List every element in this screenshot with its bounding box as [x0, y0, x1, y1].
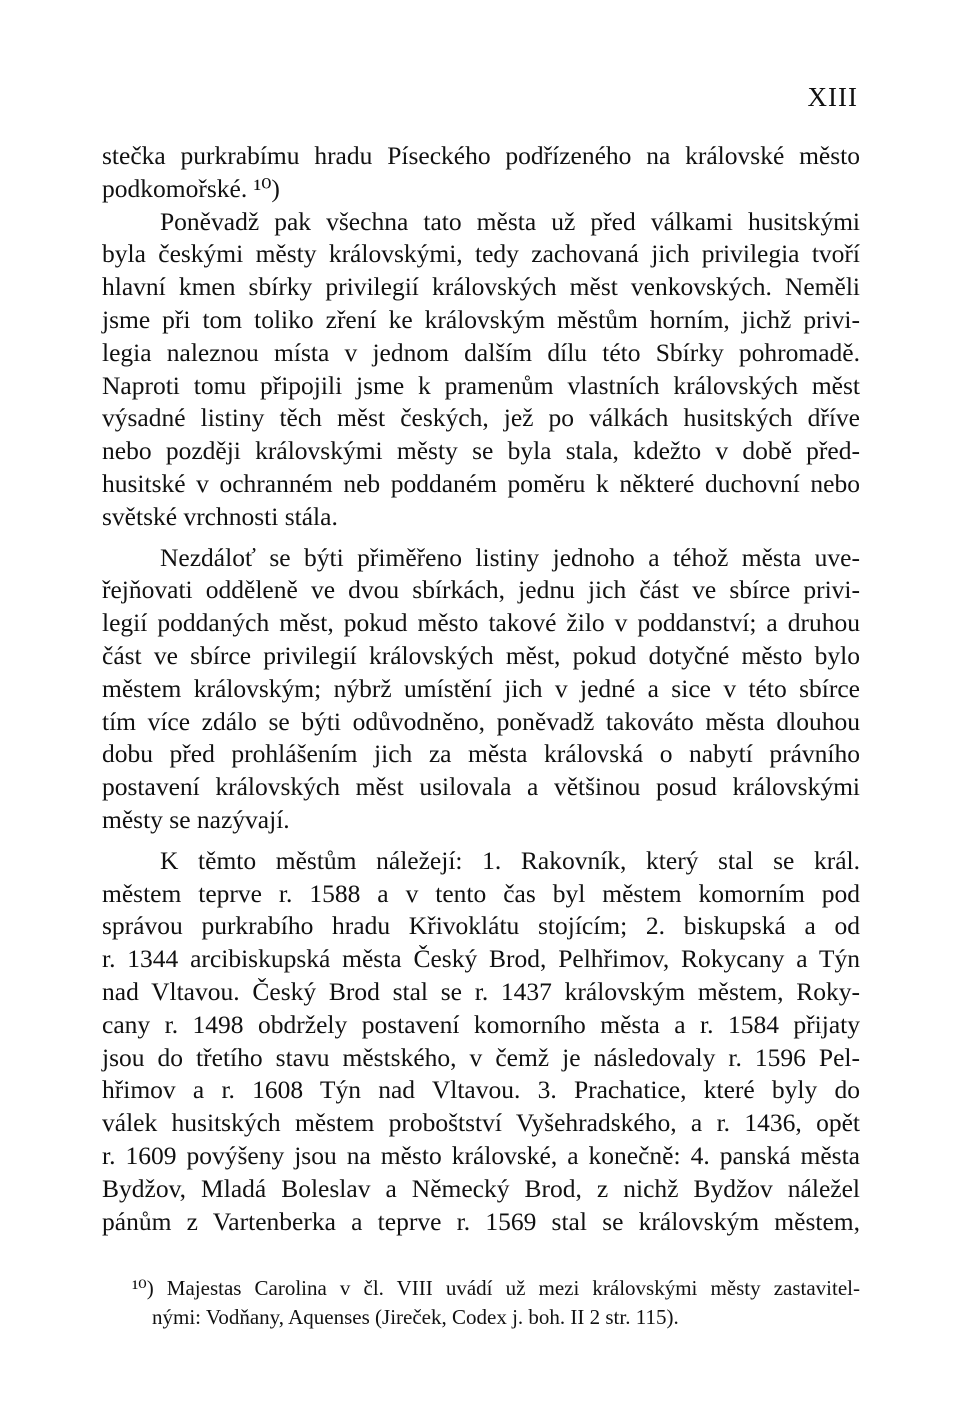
text-line: dobu před prohlášením jich za města královská o nabytí právního	[102, 739, 860, 769]
text-line: postavení královských měst usilovala a většinou posud královskými	[102, 772, 860, 802]
text-line: výsadné listiny těch měst českých, jež po válkách husitských dříve	[102, 403, 860, 433]
text-line: jsme při tom toliko zření ke královským městům horním, jichž privi-	[102, 304, 860, 334]
text-line: husitské v ochranném neb poddaném poměru k některé duchovní nebo	[102, 468, 860, 498]
text-line: nebo později královskými městy se byla stala, kdežto v době před-	[102, 436, 860, 466]
text-line: městy se nazývají.	[102, 804, 290, 834]
text-line: tím více zdálo se býti odůvodněno, poněvadž takováto města dlouhou	[102, 706, 860, 736]
text-line: Bydžov, Mladá Boleslav a Německý Brod, z nichž Bydžov náležel	[102, 1173, 860, 1203]
text-line: městem teprve r. 1588 a v tento čas byl městem komorním pod	[102, 878, 860, 908]
text-line: pánům z Vartenberka a teprve r. 1569 stal se královským městem,	[102, 1206, 860, 1236]
footnote	[102, 1274, 860, 1332]
text-line: podkomořské. ¹⁰)	[102, 173, 280, 203]
text-line: r. 1609 povýšeny jsou na město královské, a konečně: 4. panská města	[102, 1140, 860, 1170]
text-line: stečka purkrabímu hradu Píseckého podřízeného na královské město	[102, 141, 860, 170]
footnote-line: nými: Vodňany, Aquenses (Jireček, Codex j. boh. II 2 str. 115).	[152, 1305, 679, 1329]
text-line: jsou do třetího stavu městského, v čemž je následovaly r. 1596 Pel-	[102, 1042, 860, 1072]
text-line: legií poddaných měst, pokud město takové žilo v poddanství; a druhou	[102, 608, 860, 638]
text-line: cany r. 1498 obdržely postavení komorního města a r. 1584 přijaty	[102, 1009, 860, 1039]
text-line: r. 1344 arcibiskupská města Český Brod, Pelhřimov, Rokycany a Týn	[102, 944, 860, 974]
text-line: nad Vltavou. Český Brod stal se r. 1437 královským městem, Roky-	[102, 976, 860, 1006]
text-line: světské vrchnosti stála.	[102, 501, 338, 531]
page-number: XIII	[807, 82, 858, 112]
text-line: část ve sbírce privilegií královských měst, pokud dotyčné město bylo	[102, 640, 860, 670]
text-line: hřimov a r. 1608 Týn nad Vltavou. 3. Prachatice, které byly do	[102, 1075, 860, 1105]
footnote-line: ¹⁰) Majestas Carolina v čl. VIII uvádí už mezi královskými městy zastavitel-	[132, 1276, 860, 1300]
text-line: legia naleznou místa v jednom dalším dílu této Sbírky pohromadě.	[102, 337, 860, 367]
text-line: byla českými městy královskými, tedy zachovaná jich privilegia tvoří	[102, 239, 860, 269]
text-line: Poněvadž pak všechna tato města už před válkami husitskými	[160, 206, 860, 236]
text-line: městem královským; nýbrž umístění jich v jedné a sice v této sbírce	[102, 673, 860, 703]
text-line: Naproti tomu připojili jsme k pramenům vlastních královských měst	[102, 370, 860, 400]
text-line: válek husitských městem proboštství Vyšehradského, a r. 1436, opět	[102, 1108, 860, 1138]
text-line: K těmto městům náležejí: 1. Rakovník, který stal se král.	[160, 845, 860, 875]
main-text	[102, 140, 860, 1238]
text-line: správou purkrabího hradu Křivoklátu stojícím; 2. biskupská a od	[102, 911, 860, 941]
text-line: hlavní kmen sbírky privilegií královských měst venkovských. Neměli	[102, 272, 860, 302]
text-line: Nezdálоť se býti přiměřeno listiny jednoho a téhož města uve-	[160, 542, 860, 572]
text-line: řejňovati odděleně ve dvou sbírkách, jednu jich část ve sbírce privi-	[102, 575, 860, 605]
